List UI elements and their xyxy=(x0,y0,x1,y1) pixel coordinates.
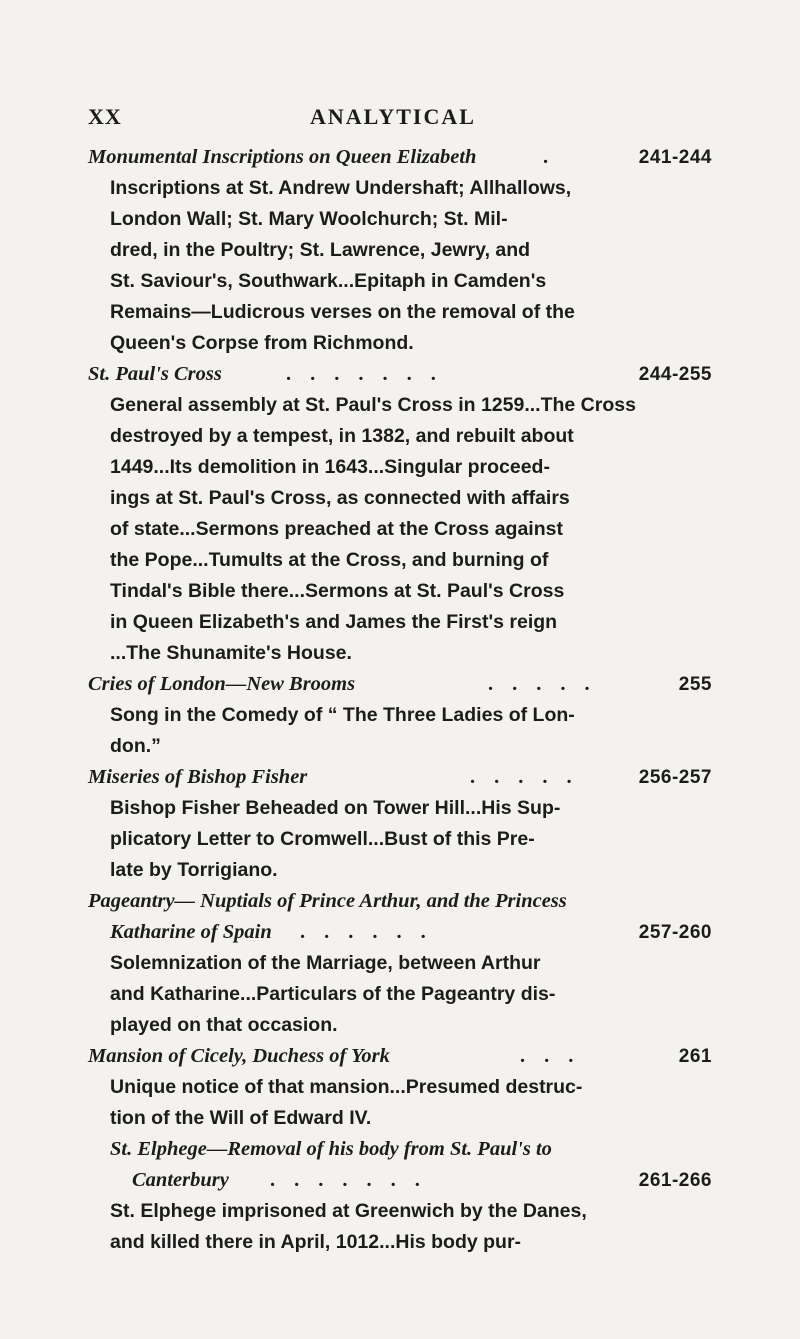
entry-title: St. Paul's Cross xyxy=(88,363,222,385)
running-header xyxy=(88,104,708,134)
entry-pages: 257-260 xyxy=(638,922,712,943)
leader-dots: ...... xyxy=(300,921,445,943)
entry-summary: Inscriptions at St. Andrew Undershaft; Allhallows, London Wall; St. Mary Woolchurch; St. Mil- dred, in the Poultry; St. Lawrence, Jewry, and St. Saviour's, Southwark...Epitaph in Camden's Remains—Ludicrous verses on the removal of the Queen's Corpse from Richmond. xyxy=(110,177,575,354)
leader-dots: ....... xyxy=(286,363,455,385)
leader-dots: ..... xyxy=(488,673,609,695)
entry-title: Cries of London—New Brooms xyxy=(88,673,356,695)
entry-heading xyxy=(88,142,712,173)
entry-heading xyxy=(88,669,712,700)
entry-title: Monumental Inscriptions on Queen Elizabeth xyxy=(88,146,477,168)
entry-pages: 261-266 xyxy=(638,1170,712,1191)
entry-title-continued: Canterbury xyxy=(132,1169,229,1191)
entry-pages: 261 xyxy=(678,1046,712,1067)
entry-summary: General assembly at St. Paul's Cross in 1259...The Cross destroyed by a tempest, in 1382, and rebuilt about 1449...Its demolition in 1643...Singular proceed- ings at St. Paul's Cross, as connected with affairs of state...Sermons preached at the Cross against the Pope...Tumults at the Cross, and burning of Tindal's Bible there...Sermons at St. Paul's Cross in Queen Elizabeth's and James the First's reign ...The Shunamite's House. xyxy=(110,394,636,664)
toc-entry xyxy=(88,1041,712,1134)
leader-dots: ....... xyxy=(270,1169,439,1191)
entry-title: Miseries of Bishop Fisher xyxy=(88,766,308,788)
entry-heading xyxy=(88,762,712,793)
leader-dots: ..... xyxy=(470,766,591,788)
entry-pages: 241-244 xyxy=(638,147,712,168)
table-of-contents xyxy=(88,142,712,1258)
entry-title: Mansion of Cicely, Duchess of York xyxy=(88,1045,390,1067)
leader-dots: . xyxy=(543,146,568,168)
entry-title: Pageantry— Nuptials of Prince Arthur, and the Princess xyxy=(88,890,567,912)
entry-heading xyxy=(88,1041,712,1072)
entry-title: St. Elphege—Removal of his body from St. Paul's to xyxy=(110,1138,552,1160)
entry-pages: 256-257 xyxy=(638,767,712,788)
toc-entry xyxy=(88,359,712,669)
entry-pages: 244-255 xyxy=(638,364,712,385)
running-title: ANALYTICAL xyxy=(310,104,476,129)
toc-entry xyxy=(88,762,712,886)
entry-heading xyxy=(88,886,712,948)
entry-heading xyxy=(88,1134,712,1196)
entry-heading xyxy=(88,359,712,390)
entry-summary: Unique notice of that mansion...Presumed destruc- tion of the Will of Edward IV. xyxy=(110,1076,583,1129)
entry-summary: St. Elphege imprisoned at Greenwich by the Danes, and killed there in April, 1012...His body pur- xyxy=(110,1200,587,1253)
toc-entry xyxy=(88,886,712,1041)
entry-summary: Bishop Fisher Beheaded on Tower Hill...His Sup- plicatory Letter to Cromwell...Bust of this Pre- late by Torrigiano. xyxy=(110,797,561,881)
entry-title-continued: Katharine of Spain xyxy=(110,921,272,943)
entry-summary: Solemnization of the Marriage, between Arthur and Katharine...Particulars of the Pageantry dis- played on that occasion. xyxy=(110,952,556,1036)
entry-pages: 255 xyxy=(678,674,712,695)
toc-entry xyxy=(88,1134,712,1258)
page-number: XX xyxy=(88,104,122,129)
toc-entry xyxy=(88,669,712,762)
toc-entry xyxy=(88,142,712,359)
leader-dots: ... xyxy=(520,1045,593,1067)
entry-summary: Song in the Comedy of “ The Three Ladies of Lon- don.” xyxy=(110,704,575,757)
